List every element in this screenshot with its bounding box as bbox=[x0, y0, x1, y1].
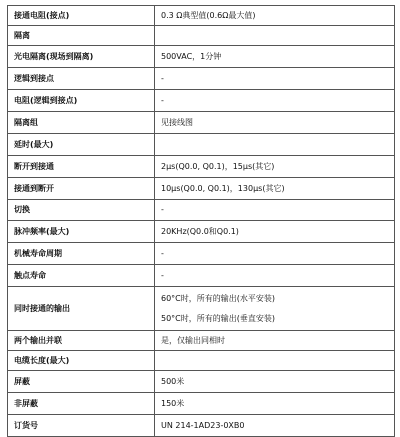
row-label: 断开到接通 bbox=[8, 156, 155, 178]
row-label: 逻辑到接点 bbox=[8, 68, 155, 90]
row-value bbox=[155, 134, 395, 156]
table-row bbox=[8, 351, 395, 371]
row-label: 机械寿命周期 bbox=[8, 243, 155, 265]
table-row bbox=[8, 156, 395, 178]
row-value: UN 214-1AD23-0XB0 bbox=[155, 415, 395, 437]
row-label: 光电隔离(现场到隔离) bbox=[8, 46, 155, 68]
row-label: 电阻(逻辑到接点) bbox=[8, 90, 155, 112]
row-value: 0.3 Ω典型值(0.6Ω最大值) bbox=[155, 6, 395, 26]
row-value: 500VAC，1分钟 bbox=[155, 46, 395, 68]
table-row bbox=[8, 371, 395, 393]
row-value: - bbox=[155, 243, 395, 265]
row-label: 订货号 bbox=[8, 415, 155, 437]
table-row bbox=[8, 200, 395, 221]
row-value: 2μs(Q0.0, Q0.1)，15μs(其它) bbox=[155, 156, 395, 178]
table-row bbox=[8, 331, 395, 351]
table-row bbox=[8, 178, 395, 200]
row-value: 见接线图 bbox=[155, 112, 395, 134]
row-label: 隔离 bbox=[8, 26, 155, 46]
table-row bbox=[8, 415, 395, 437]
row-value: - bbox=[155, 68, 395, 90]
row-label: 脉冲频率(最大) bbox=[8, 221, 155, 243]
row-label: 接通到断开 bbox=[8, 178, 155, 200]
row-label: 屏蔽 bbox=[8, 371, 155, 393]
row-value: 10μs(Q0.0, Q0.1)，130μs(其它) bbox=[155, 178, 395, 200]
row-value: 是，仅输出同相时 bbox=[155, 331, 395, 351]
row-label: 电缆长度(最大) bbox=[8, 351, 155, 371]
row-label: 接通电阻(接点) bbox=[8, 6, 155, 26]
table-row bbox=[8, 6, 395, 26]
table-row bbox=[8, 46, 395, 68]
spec-table bbox=[7, 5, 395, 437]
table-row bbox=[8, 90, 395, 112]
row-value: 500米 bbox=[155, 371, 395, 393]
row-value: 150米 bbox=[155, 393, 395, 415]
row-value bbox=[155, 287, 395, 331]
row-value: 20KHz(Q0.0和Q0.1) bbox=[155, 221, 395, 243]
table-row bbox=[8, 393, 395, 415]
table-row bbox=[8, 287, 395, 331]
table-row bbox=[8, 112, 395, 134]
row-label: 延时(最大) bbox=[8, 134, 155, 156]
table-row bbox=[8, 221, 395, 243]
table-row bbox=[8, 68, 395, 90]
table-row bbox=[8, 134, 395, 156]
row-value bbox=[155, 351, 395, 371]
row-label: 隔离组 bbox=[8, 112, 155, 134]
table-row bbox=[8, 265, 395, 287]
row-value: - bbox=[155, 265, 395, 287]
row-value: - bbox=[155, 90, 395, 112]
row-label: 同时接通的输出 bbox=[8, 287, 155, 331]
table-row bbox=[8, 26, 395, 46]
row-label: 两个输出并联 bbox=[8, 331, 155, 351]
table-row bbox=[8, 243, 395, 265]
row-value-line: 50°C时，所有的输出(垂直安装) bbox=[161, 313, 276, 323]
row-label: 触点寿命 bbox=[8, 265, 155, 287]
row-value bbox=[155, 26, 395, 46]
row-label: 非屏蔽 bbox=[8, 393, 155, 415]
row-label: 切换 bbox=[8, 200, 155, 221]
row-value: - bbox=[155, 200, 395, 221]
row-value-line: 60°C时，所有的输出(水平安装) bbox=[161, 293, 276, 303]
